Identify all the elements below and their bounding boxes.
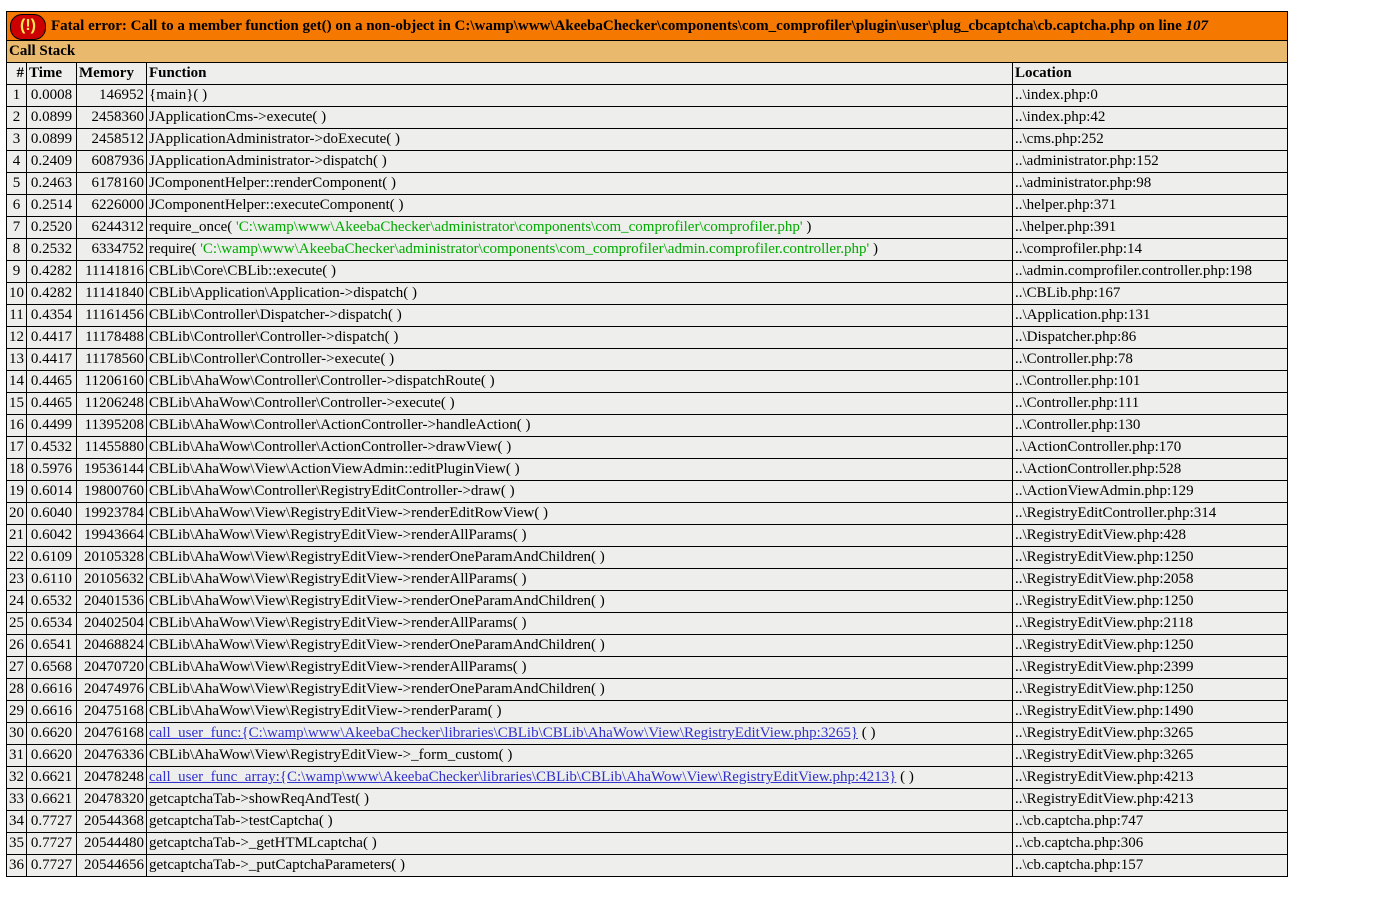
stack-row-location: ..\index.php:42 — [1013, 107, 1288, 129]
stack-row-memory: 19536144 — [77, 459, 147, 481]
col-header-memory: Memory — [77, 63, 147, 85]
stack-row-memory: 20544368 — [77, 811, 147, 833]
stack-row-function: CBLib\AhaWow\Controller\ActionController->drawView( ) — [147, 437, 1013, 459]
stack-row-function — [147, 239, 1013, 261]
stack-row-number: 6 — [7, 195, 27, 217]
stack-row-function: CBLib\AhaWow\View\RegistryEditView->renderOneParamAndChildren( ) — [147, 679, 1013, 701]
function-call-close: ( ) — [858, 725, 876, 741]
col-header-location: Location — [1013, 63, 1288, 85]
stack-row-location: ..\administrator.php:152 — [1013, 151, 1288, 173]
stack-row — [7, 525, 1288, 547]
stack-row-number: 15 — [7, 393, 27, 415]
stack-row-location: ..\helper.php:391 — [1013, 217, 1288, 239]
stack-row-location: ..\Application.php:131 — [1013, 305, 1288, 327]
stack-row-time: 0.6568 — [27, 657, 77, 679]
stack-row-function: getcaptchaTab->testCaptcha( ) — [147, 811, 1013, 833]
stack-row-location: ..\RegistryEditView.php:1250 — [1013, 679, 1288, 701]
stack-row-number: 19 — [7, 481, 27, 503]
stack-row-memory: 6178160 — [77, 173, 147, 195]
stack-row-time: 0.2514 — [27, 195, 77, 217]
stack-row-time: 0.2463 — [27, 173, 77, 195]
stack-row — [7, 723, 1288, 745]
stack-row — [7, 437, 1288, 459]
stack-row — [7, 349, 1288, 371]
stack-row-function: CBLib\Core\CBLib::execute( ) — [147, 261, 1013, 283]
stack-row-memory: 11206160 — [77, 371, 147, 393]
stack-row-time: 0.6109 — [27, 547, 77, 569]
stack-row-memory: 20105632 — [77, 569, 147, 591]
stack-row-time: 0.0899 — [27, 107, 77, 129]
stack-row-number: 18 — [7, 459, 27, 481]
stack-row-memory: 20476336 — [77, 745, 147, 767]
stack-row-number: 4 — [7, 151, 27, 173]
column-header-row — [7, 63, 1288, 85]
stack-row — [7, 569, 1288, 591]
stack-row-memory: 6226000 — [77, 195, 147, 217]
stack-row-memory: 11455880 — [77, 437, 147, 459]
stack-row-function: getcaptchaTab->showReqAndTest( ) — [147, 789, 1013, 811]
stack-row-function: JComponentHelper::executeComponent( ) — [147, 195, 1013, 217]
stack-row-function: CBLib\AhaWow\View\RegistryEditView->renderAllParams( ) — [147, 525, 1013, 547]
stack-row-time: 0.6042 — [27, 525, 77, 547]
stack-row-function: CBLib\Controller\Controller->execute( ) — [147, 349, 1013, 371]
stack-row-number: 9 — [7, 261, 27, 283]
stack-row-location: ..\index.php:0 — [1013, 85, 1288, 107]
stack-row-location: ..\RegistryEditView.php:2058 — [1013, 569, 1288, 591]
stack-row-number: 1 — [7, 85, 27, 107]
stack-row — [7, 657, 1288, 679]
stack-row-time: 0.2532 — [27, 239, 77, 261]
stack-row-location: ..\RegistryEditView.php:428 — [1013, 525, 1288, 547]
function-string-argument: 'C:\wamp\www\AkeebaChecker\administrator\components\com_comprofiler\admin.comprofiler.controller.php' — [200, 241, 870, 257]
stack-row — [7, 305, 1288, 327]
stack-row-number: 27 — [7, 657, 27, 679]
stack-row — [7, 481, 1288, 503]
function-link[interactable]: call_user_func_array:{C:\wamp\www\AkeebaChecker\libraries\CBLib\CBLib\AhaWow\View\RegistryEditView.php:4213} — [149, 769, 897, 785]
stack-row-function: CBLib\Application\Application->dispatch( ) — [147, 283, 1013, 305]
stack-row — [7, 239, 1288, 261]
stack-row-time: 0.6621 — [27, 789, 77, 811]
function-string-argument: 'C:\wamp\www\AkeebaChecker\administrator\components\com_comprofiler\comprofiler.php' — [236, 219, 803, 235]
stack-row-time: 0.0899 — [27, 129, 77, 151]
stack-row — [7, 591, 1288, 613]
stack-row-location: ..\RegistryEditView.php:1250 — [1013, 591, 1288, 613]
stack-row-memory: 19923784 — [77, 503, 147, 525]
stack-row-number: 5 — [7, 173, 27, 195]
stack-row-function: CBLib\AhaWow\Controller\ActionController->handleAction( ) — [147, 415, 1013, 437]
stack-row-function: CBLib\AhaWow\View\RegistryEditView->renderAllParams( ) — [147, 657, 1013, 679]
stack-row-number: 10 — [7, 283, 27, 305]
stack-row — [7, 547, 1288, 569]
stack-row-number: 33 — [7, 789, 27, 811]
stack-row-number: 20 — [7, 503, 27, 525]
stack-row-time: 0.6040 — [27, 503, 77, 525]
function-call-close: ( ) — [896, 769, 914, 785]
stack-row — [7, 217, 1288, 239]
stack-row — [7, 459, 1288, 481]
stack-row-memory: 20478248 — [77, 767, 147, 789]
stack-row-number: 28 — [7, 679, 27, 701]
stack-row-time: 0.4499 — [27, 415, 77, 437]
stack-row-function: CBLib\AhaWow\View\RegistryEditView->renderAllParams( ) — [147, 569, 1013, 591]
stack-row — [7, 415, 1288, 437]
stack-row-time: 0.0008 — [27, 85, 77, 107]
stack-row-time: 0.4354 — [27, 305, 77, 327]
stack-row-function: CBLib\Controller\Dispatcher->dispatch( ) — [147, 305, 1013, 327]
stack-row-number: 13 — [7, 349, 27, 371]
stack-row-function: CBLib\AhaWow\View\RegistryEditView->renderOneParamAndChildren( ) — [147, 635, 1013, 657]
stack-row-location: ..\cms.php:252 — [1013, 129, 1288, 151]
stack-row-memory: 20478320 — [77, 789, 147, 811]
stack-row-number: 3 — [7, 129, 27, 151]
error-line-number: 107 — [1185, 18, 1209, 34]
col-header-function: Function — [147, 63, 1013, 85]
error-exclamation-icon: (!) — [10, 14, 46, 40]
call-stack-header-row — [7, 41, 1288, 63]
stack-row-function — [147, 723, 1013, 745]
stack-row-location: ..\Controller.php:111 — [1013, 393, 1288, 415]
stack-row-function: CBLib\AhaWow\Controller\RegistryEditController->draw( ) — [147, 481, 1013, 503]
stack-row-number: 32 — [7, 767, 27, 789]
stack-row-time: 0.6620 — [27, 745, 77, 767]
stack-row — [7, 261, 1288, 283]
stack-row-number: 8 — [7, 239, 27, 261]
stack-row-location: ..\RegistryEditView.php:4213 — [1013, 767, 1288, 789]
stack-row — [7, 327, 1288, 349]
stack-row-time: 0.4417 — [27, 327, 77, 349]
stack-row-function — [147, 767, 1013, 789]
stack-row-memory: 20105328 — [77, 547, 147, 569]
stack-row-memory: 6334752 — [77, 239, 147, 261]
stack-row-memory: 19800760 — [77, 481, 147, 503]
stack-row — [7, 833, 1288, 855]
stack-row-function: JApplicationAdministrator->dispatch( ) — [147, 151, 1013, 173]
call-stack-title: Call Stack — [7, 41, 1288, 63]
stack-row-time: 0.2520 — [27, 217, 77, 239]
stack-row-function: getcaptchaTab->_getHTMLcaptcha( ) — [147, 833, 1013, 855]
stack-row — [7, 811, 1288, 833]
stack-row — [7, 701, 1288, 723]
stack-row-function — [147, 217, 1013, 239]
stack-row-function: CBLib\AhaWow\View\ActionViewAdmin::editPluginView( ) — [147, 459, 1013, 481]
stack-row-time: 0.6541 — [27, 635, 77, 657]
stack-row-number: 29 — [7, 701, 27, 723]
function-link[interactable]: call_user_func:{C:\wamp\www\AkeebaChecker\libraries\CBLib\CBLib\AhaWow\View\RegistryEditView.php:3265} — [149, 725, 859, 741]
stack-row-memory: 20401536 — [77, 591, 147, 613]
stack-row-function: CBLib\AhaWow\View\RegistryEditView->renderOneParamAndChildren( ) — [147, 547, 1013, 569]
stack-row-number: 21 — [7, 525, 27, 547]
stack-row-function: getcaptchaTab->_putCaptchaParameters( ) — [147, 855, 1013, 877]
stack-row-location: ..\CBLib.php:167 — [1013, 283, 1288, 305]
stack-row — [7, 613, 1288, 635]
stack-row-memory: 11141840 — [77, 283, 147, 305]
stack-row — [7, 789, 1288, 811]
stack-row-number: 22 — [7, 547, 27, 569]
stack-row-function: CBLib\AhaWow\View\RegistryEditView->renderParam( ) — [147, 701, 1013, 723]
stack-row-location: ..\RegistryEditController.php:314 — [1013, 503, 1288, 525]
stack-row-function: JComponentHelper::renderComponent( ) — [147, 173, 1013, 195]
stack-row-time: 0.6621 — [27, 767, 77, 789]
stack-row-time: 0.6616 — [27, 679, 77, 701]
stack-row-number: 14 — [7, 371, 27, 393]
col-header-number: # — [7, 63, 27, 85]
function-call-close: ) — [869, 241, 878, 257]
stack-row-function: CBLib\AhaWow\View\RegistryEditView->renderAllParams( ) — [147, 613, 1013, 635]
stack-row — [7, 371, 1288, 393]
stack-row-memory: 11206248 — [77, 393, 147, 415]
stack-row-location: ..\Controller.php:101 — [1013, 371, 1288, 393]
stack-row-memory: 20475168 — [77, 701, 147, 723]
stack-row-location: ..\RegistryEditView.php:2118 — [1013, 613, 1288, 635]
stack-row-time: 0.6616 — [27, 701, 77, 723]
error-row — [7, 12, 1288, 41]
stack-row-time: 0.6014 — [27, 481, 77, 503]
stack-row-time: 0.4465 — [27, 393, 77, 415]
stack-row-time: 0.4532 — [27, 437, 77, 459]
error-message — [7, 12, 1288, 41]
function-call-close: ) — [802, 219, 812, 235]
stack-row-time: 0.6620 — [27, 723, 77, 745]
stack-row-number: 31 — [7, 745, 27, 767]
stack-row-number: 17 — [7, 437, 27, 459]
stack-row-function: CBLib\AhaWow\View\RegistryEditView->renderEditRowView( ) — [147, 503, 1013, 525]
stack-row-memory: 20544656 — [77, 855, 147, 877]
stack-row-memory: 20476168 — [77, 723, 147, 745]
stack-row-location: ..\RegistryEditView.php:4213 — [1013, 789, 1288, 811]
stack-row-location: ..\ActionController.php:528 — [1013, 459, 1288, 481]
stack-row-memory: 6244312 — [77, 217, 147, 239]
stack-row — [7, 195, 1288, 217]
stack-row-time: 0.4282 — [27, 261, 77, 283]
stack-row-number: 23 — [7, 569, 27, 591]
stack-row-location: ..\RegistryEditView.php:1250 — [1013, 547, 1288, 569]
stack-row-number: 11 — [7, 305, 27, 327]
stack-row-number: 35 — [7, 833, 27, 855]
stack-row-location: ..\administrator.php:98 — [1013, 173, 1288, 195]
stack-row-number: 34 — [7, 811, 27, 833]
stack-row-function: CBLib\Controller\Controller->dispatch( ) — [147, 327, 1013, 349]
stack-row-memory: 20402504 — [77, 613, 147, 635]
stack-row-memory: 11395208 — [77, 415, 147, 437]
stack-row-time: 0.7727 — [27, 811, 77, 833]
stack-row-memory: 20474976 — [77, 679, 147, 701]
stack-row-location: ..\cb.captcha.php:747 — [1013, 811, 1288, 833]
stack-row-location: ..\cb.captcha.php:306 — [1013, 833, 1288, 855]
stack-row-number: 7 — [7, 217, 27, 239]
stack-row-time: 0.4282 — [27, 283, 77, 305]
stack-row-memory: 2458512 — [77, 129, 147, 151]
stack-row-number: 12 — [7, 327, 27, 349]
stack-row-time: 0.6534 — [27, 613, 77, 635]
stack-row-memory: 20544480 — [77, 833, 147, 855]
stack-row-number: 30 — [7, 723, 27, 745]
stack-row-time: 0.6532 — [27, 591, 77, 613]
stack-row-number: 24 — [7, 591, 27, 613]
stack-row-time: 0.4417 — [27, 349, 77, 371]
stack-row-memory: 11178560 — [77, 349, 147, 371]
stack-row-time: 0.5976 — [27, 459, 77, 481]
stack-row-location: ..\RegistryEditView.php:3265 — [1013, 745, 1288, 767]
stack-row-location: ..\RegistryEditView.php:3265 — [1013, 723, 1288, 745]
stack-row-location: ..\cb.captcha.php:157 — [1013, 855, 1288, 877]
stack-row — [7, 635, 1288, 657]
stack-row — [7, 85, 1288, 107]
function-call: require( — [149, 241, 201, 257]
stack-row — [7, 855, 1288, 877]
stack-row — [7, 767, 1288, 789]
stack-row-location: ..\RegistryEditView.php:1490 — [1013, 701, 1288, 723]
stack-row-location: ..\helper.php:371 — [1013, 195, 1288, 217]
stack-row-location: ..\ActionViewAdmin.php:129 — [1013, 481, 1288, 503]
xdebug-error-table — [6, 11, 1288, 877]
stack-row-memory: 6087936 — [77, 151, 147, 173]
stack-row-number: 25 — [7, 613, 27, 635]
stack-row-memory: 11178488 — [77, 327, 147, 349]
stack-row-number: 26 — [7, 635, 27, 657]
stack-row-memory: 146952 — [77, 85, 147, 107]
stack-row-function: JApplicationAdministrator->doExecute( ) — [147, 129, 1013, 151]
stack-row-function: CBLib\AhaWow\View\RegistryEditView->_form_custom( ) — [147, 745, 1013, 767]
col-header-time: Time — [27, 63, 77, 85]
stack-row-function: CBLib\AhaWow\Controller\Controller->dispatchRoute( ) — [147, 371, 1013, 393]
stack-row — [7, 173, 1288, 195]
stack-row-function: CBLib\AhaWow\View\RegistryEditView->renderOneParamAndChildren( ) — [147, 591, 1013, 613]
stack-row-number: 36 — [7, 855, 27, 877]
stack-row-memory: 11161456 — [77, 305, 147, 327]
stack-row-location: ..\Dispatcher.php:86 — [1013, 327, 1288, 349]
stack-row-location: ..\RegistryEditView.php:2399 — [1013, 657, 1288, 679]
error-text: Fatal error: Call to a member function get() on a non-object in C:\wamp\www\AkeebaChecker\components\com_comprofiler\plugin\user\plug_cbcaptcha\cb.captcha.php on line — [51, 18, 1182, 34]
stack-row — [7, 503, 1288, 525]
stack-row-location: ..\ActionController.php:170 — [1013, 437, 1288, 459]
stack-row-location: ..\RegistryEditView.php:1250 — [1013, 635, 1288, 657]
stack-row-function: JApplicationCms->execute( ) — [147, 107, 1013, 129]
stack-row-time: 0.7727 — [27, 833, 77, 855]
stack-row — [7, 393, 1288, 415]
stack-row-number: 16 — [7, 415, 27, 437]
stack-row-location: ..\admin.comprofiler.controller.php:198 — [1013, 261, 1288, 283]
stack-row — [7, 679, 1288, 701]
stack-row — [7, 745, 1288, 767]
stack-row-function: {main}( ) — [147, 85, 1013, 107]
stack-row-location: ..\Controller.php:130 — [1013, 415, 1288, 437]
stack-row-memory: 11141816 — [77, 261, 147, 283]
stack-row-memory: 20468824 — [77, 635, 147, 657]
stack-row — [7, 129, 1288, 151]
stack-row-time: 0.4465 — [27, 371, 77, 393]
stack-row-time: 0.2409 — [27, 151, 77, 173]
stack-row-location: ..\comprofiler.php:14 — [1013, 239, 1288, 261]
stack-row-location: ..\Controller.php:78 — [1013, 349, 1288, 371]
stack-row — [7, 283, 1288, 305]
stack-row-time: 0.6110 — [27, 569, 77, 591]
stack-row-number: 2 — [7, 107, 27, 129]
stack-row — [7, 107, 1288, 129]
stack-row — [7, 151, 1288, 173]
stack-row-memory: 19943664 — [77, 525, 147, 547]
stack-row-memory: 20470720 — [77, 657, 147, 679]
stack-row-function: CBLib\AhaWow\Controller\Controller->execute( ) — [147, 393, 1013, 415]
stack-row-time: 0.7727 — [27, 855, 77, 877]
stack-row-memory: 2458360 — [77, 107, 147, 129]
function-call: require_once( — [149, 219, 237, 235]
